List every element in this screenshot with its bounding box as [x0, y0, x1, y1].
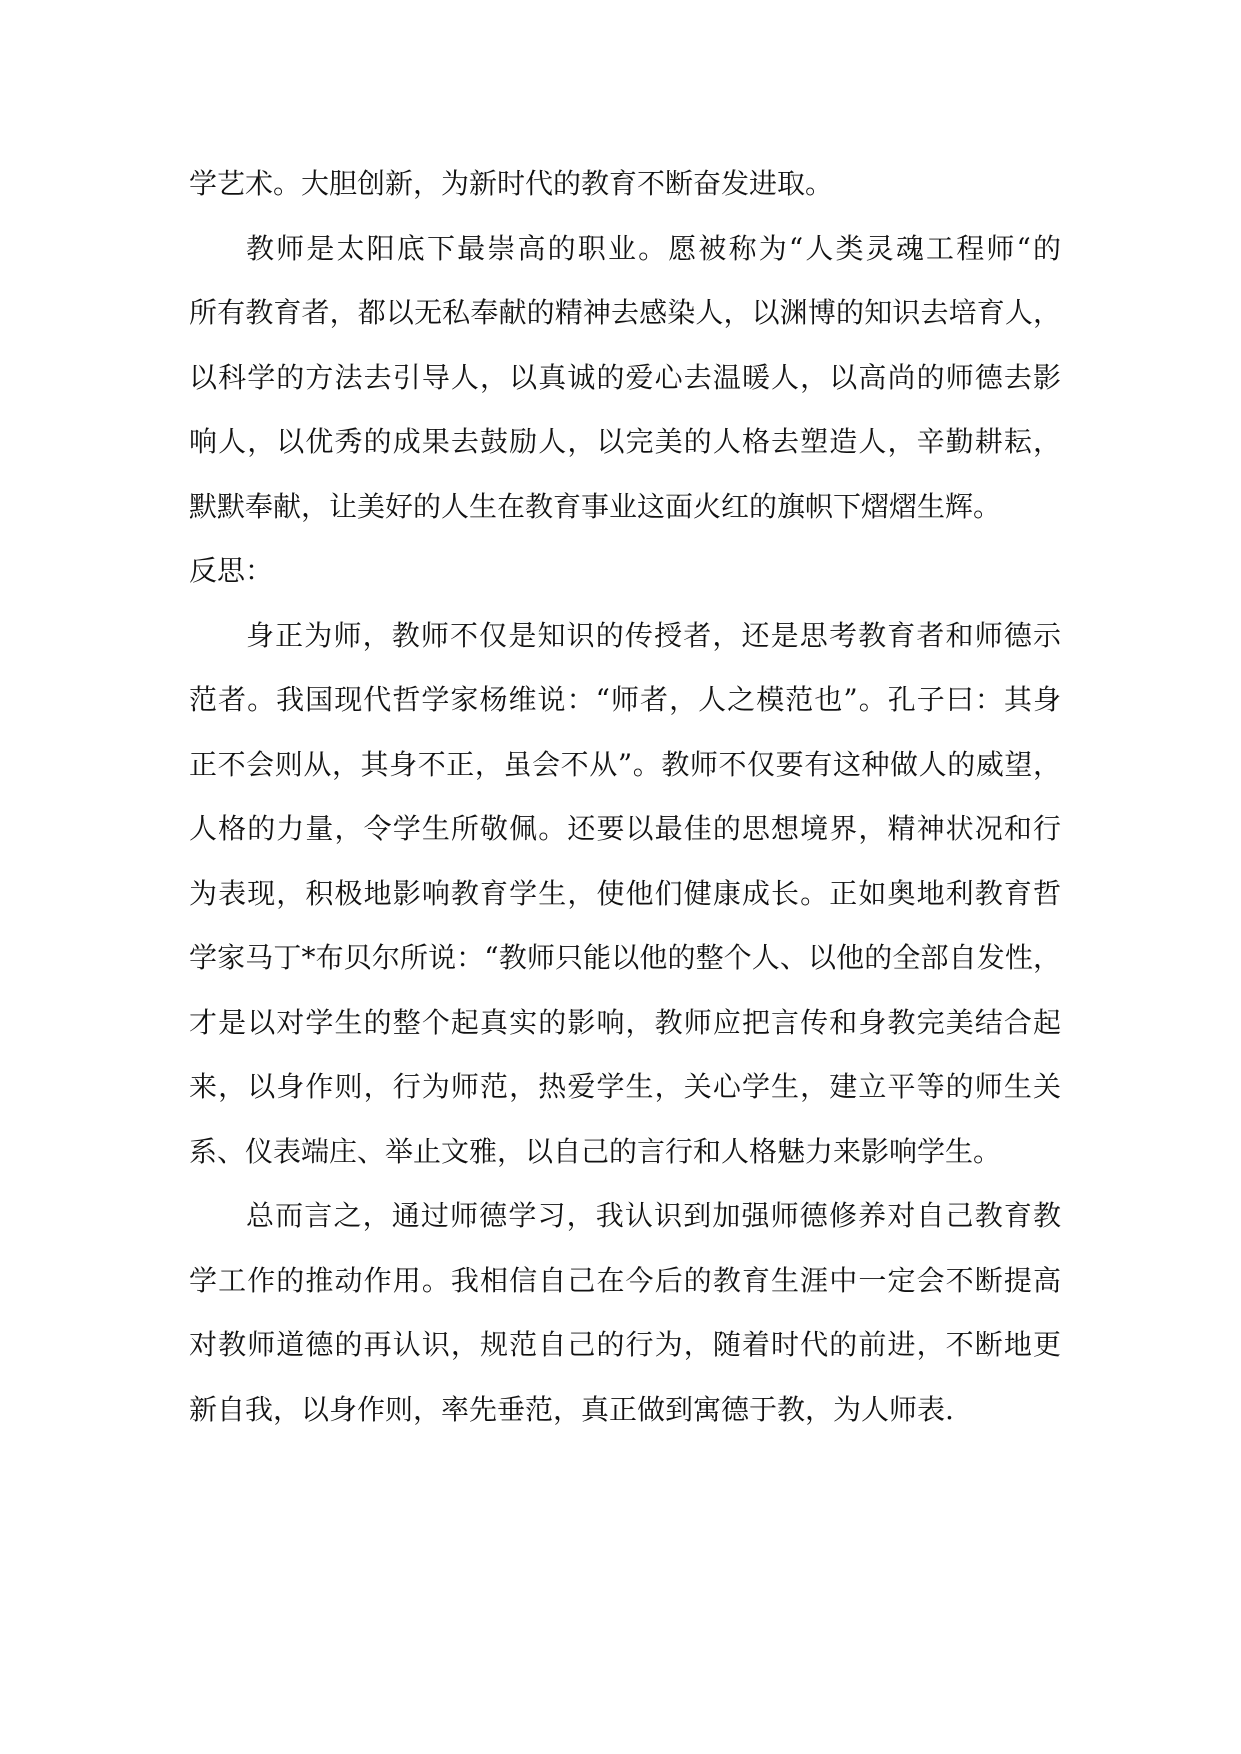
text-line: 学艺术。大胆创新，为新时代的教育不断奋发进取。 [189, 167, 834, 200]
text-line: 范者。我国现代哲学家杨维说：“师者，人之模范也”。孔子曰：其身 [189, 683, 1061, 716]
text-line: 总而言之，通过师德学习，我认识到加强师德修养对自己教育教 [246, 1199, 1061, 1232]
text-line: 学家马丁*布贝尔所说：“教师只能以他的整个人、以他的全部自发性， [189, 941, 1061, 974]
text-line: 才是以对学生的整个起真实的影响，教师应把言传和身教完美结合起 [189, 1005, 1061, 1039]
text-line: 新自我，以身作则，率先垂范，真正做到寓德于教，为人师表. [189, 1392, 954, 1426]
text-line: 为表现，积极地影响教育学生，使他们健康成长。正如奥地利教育哲 [189, 876, 1061, 910]
text-line: 教师是太阳底下最崇高的职业。愿被称为“人类灵魂工程师“的 [246, 231, 1061, 265]
section-heading: 反思： [189, 554, 274, 587]
text-line: 正不会则从，其身不正，虽会不从”。教师不仅要有这种做人的威望， [189, 747, 1061, 781]
text-line: 响人，以优秀的成果去鼓励人，以完美的人格去塑造人，辛勤耕耘， [189, 425, 1061, 458]
text-line: 默默奉献，让美好的人生在教育事业这面火红的旗帜下熠熠生辉。 [189, 489, 1002, 523]
text-line: 人格的力量，令学生所敬佩。还要以最佳的思想境界，精神状况和行 [189, 812, 1061, 845]
document-body [189, 152, 1061, 1442]
text-line: 以科学的方法去引导人，以真诚的爱心去温暖人，以高尚的师德去影 [189, 360, 1061, 394]
text-line: 所有教育者，都以无私奉献的精神去感染人，以渊博的知识去培育人， [189, 296, 1061, 329]
text-line: 来，以身作则，行为师范，热爱学生，关心学生，建立平等的师生关 [189, 1070, 1061, 1103]
text-line: 学工作的推动作用。我相信自己在今后的教育生涯中一定会不断提高 [189, 1263, 1061, 1297]
text-line: 身正为师，教师不仅是知识的传授者，还是思考教育者和师德示 [246, 618, 1061, 652]
text-line: 对教师道德的再认识，规范自己的行为，随着时代的前进，不断地更 [189, 1328, 1061, 1361]
text-line: 系、仪表端庄、举止文雅，以自己的言行和人格魅力来影响学生。 [189, 1134, 1002, 1168]
